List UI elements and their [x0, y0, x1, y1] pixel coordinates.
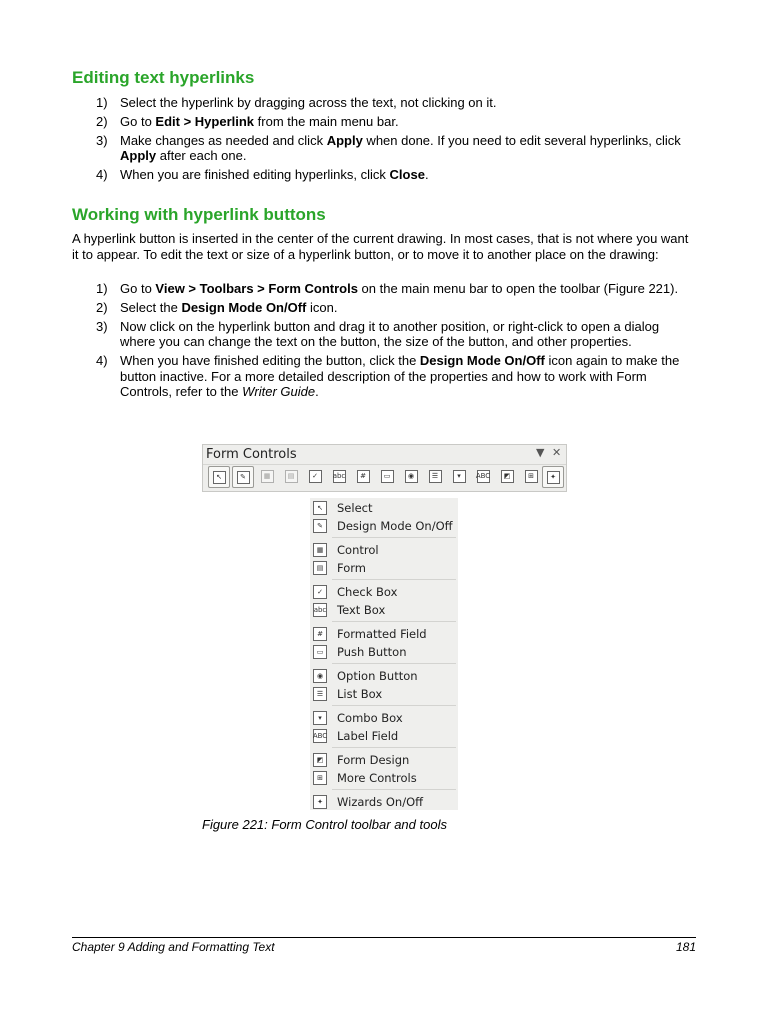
step-item [72, 281, 696, 297]
form-controls-toolbar [202, 444, 567, 492]
step-item [72, 95, 696, 111]
list-box-toolbar-button[interactable] [426, 467, 444, 485]
steps-list-buttons [72, 281, 696, 403]
label-field-icon: ABC [477, 470, 490, 483]
form-design-icon: ◩ [313, 753, 327, 767]
select-icon: ↖ [213, 471, 226, 484]
bold-term: Design Mode On/Off [181, 299, 307, 315]
check-box-icon: ✓ [309, 470, 322, 483]
menu-item-label: Formatted Field [337, 627, 427, 641]
design-mode-icon: ✎ [237, 471, 250, 484]
menu-item-control[interactable] [310, 541, 458, 559]
footer-page-number: 181 [675, 940, 696, 954]
formatted-field-icon: # [313, 627, 327, 641]
form-design-icon: ◩ [501, 470, 514, 483]
menu-item-form-design[interactable] [310, 751, 458, 769]
more-controls-icon: ⊞ [525, 470, 538, 483]
step-text: when done. If you need to edit several hyperlinks, click [362, 132, 681, 148]
menu-item-label: Push Button [337, 645, 407, 659]
menu-item-label: Design Mode On/Off [337, 519, 453, 533]
form-design-toolbar-button[interactable] [498, 467, 516, 485]
menu-item-label: List Box [337, 687, 383, 701]
menu-item-push-button[interactable] [310, 643, 458, 661]
steps-list-editing [72, 95, 696, 186]
combo-box-icon: ▾ [453, 470, 466, 483]
check-box-icon: ✓ [313, 585, 327, 599]
wizards-icon: ✦ [547, 471, 560, 484]
menu-separator [332, 789, 456, 790]
menu-item-design-mode[interactable] [310, 517, 458, 535]
bold-term: Apply [120, 148, 157, 164]
more-controls-icon: ⊞ [313, 771, 327, 785]
combo-box-icon: ▾ [313, 711, 327, 725]
form-icon: ▤ [313, 561, 327, 575]
menu-item-label: Control [337, 543, 379, 557]
step-item [72, 114, 696, 130]
step-text: on the main menu bar to open the toolbar (Figure 221). [357, 281, 679, 296]
step-number: 1) [96, 95, 108, 110]
form-icon: ▤ [285, 470, 298, 483]
more-controls-toolbar-button[interactable] [522, 467, 540, 485]
footer-chapter: Chapter 9 Adding and Formatting Text [72, 940, 275, 954]
wizards-icon: ✦ [313, 795, 327, 809]
step-number: 4) [96, 166, 108, 182]
menu-item-formatted-field[interactable] [310, 625, 458, 643]
toolbar-close-icon[interactable]: ✕ [552, 446, 562, 459]
label-field-toolbar-button[interactable] [474, 467, 492, 485]
step-text: Select the hyperlink by dragging across the text, not clicking on it. [120, 95, 497, 110]
control-toolbar-button[interactable] [258, 467, 276, 485]
menu-separator [332, 663, 456, 664]
step-text: Now click on the hyperlink button and drag it to another position, or right-click to open a dialog where you can change the text on the button, the size of the button, and other properties. [120, 318, 660, 350]
step-text: Select the [120, 299, 182, 315]
menu-item-label: Check Box [337, 585, 398, 599]
step-number: 4) [96, 352, 108, 368]
bold-term: Apply [326, 132, 363, 148]
push-button-icon: ▭ [313, 645, 327, 659]
menu-item-label: More Controls [337, 771, 417, 785]
option-button-toolbar-button[interactable] [402, 467, 420, 485]
step-text: after each one. [156, 148, 247, 164]
menu-item-list-box[interactable] [310, 685, 458, 703]
form-toolbar-button[interactable] [282, 467, 300, 485]
menu-item-more-controls[interactable] [310, 769, 458, 787]
section-heading-editing-hyperlinks: Editing text hyperlinks [72, 68, 255, 87]
option-button-icon: ◉ [313, 669, 327, 683]
design-mode-icon: ✎ [313, 519, 327, 533]
step-text: When you have finished editing the button, click the [120, 352, 420, 368]
menu-item-form[interactable] [310, 559, 458, 577]
menu-item-label: Text Box [337, 603, 386, 617]
step-item [72, 319, 696, 350]
menu-item-combo-box[interactable] [310, 709, 458, 727]
toolbar-title: Form Controls [206, 447, 297, 462]
bold-term: Edit > Hyperlink [155, 113, 255, 129]
step-item [72, 133, 696, 164]
step-text: Make changes as needed and click [120, 132, 327, 148]
figure-caption: Figure 221: Form Control toolbar and tools [202, 817, 447, 832]
label-field-icon: ABC [313, 729, 327, 743]
step-number: 2) [96, 299, 108, 315]
menu-separator [332, 747, 456, 748]
menu-separator [332, 579, 456, 580]
menu-item-label: Form Design [337, 753, 410, 767]
text-box-toolbar-button[interactable] [330, 467, 348, 485]
text-box-icon: abc [313, 603, 327, 617]
step-number: 2) [96, 113, 108, 129]
section-heading-hyperlink-buttons: Working with hyperlink buttons [72, 205, 326, 224]
menu-item-text-box[interactable] [310, 601, 458, 619]
menu-item-select[interactable] [310, 499, 458, 517]
menu-separator [332, 705, 456, 706]
intro-paragraph: A hyperlink button is inserted in the center of the current drawing. In most cases, that is not where you want it to appear. To edit the text or size of a hyperlink button, or to move it to another place on the drawing: [72, 231, 689, 262]
formatted-field-toolbar-button[interactable] [354, 467, 372, 485]
step-item [72, 353, 696, 400]
push-button-toolbar-button[interactable] [378, 467, 396, 485]
select-toolbar-button[interactable] [208, 466, 230, 488]
control-icon: ▦ [313, 543, 327, 557]
menu-item-wizards[interactable] [310, 793, 458, 811]
menu-item-label: Wizards On/Off [337, 795, 424, 809]
step-item [72, 167, 696, 183]
text-box-icon: abc [333, 470, 346, 483]
step-item [72, 300, 696, 316]
menu-item-check-box[interactable] [310, 583, 458, 601]
formatted-field-icon: # [357, 470, 370, 483]
menu-item-label: Form [337, 561, 366, 575]
form-controls-menu [310, 498, 458, 810]
footer-rule [72, 937, 696, 938]
bold-term: View > Toolbars > Form Controls [155, 281, 358, 296]
list-box-icon: ☰ [313, 687, 327, 701]
check-box-toolbar-button[interactable] [306, 467, 324, 485]
option-button-icon: ◉ [405, 470, 418, 483]
push-button-icon: ▭ [381, 470, 394, 483]
toolbar-buttons [206, 465, 563, 491]
list-box-icon: ☰ [429, 470, 442, 483]
step-text: from the main menu bar. [254, 113, 399, 129]
menu-item-option-button[interactable] [310, 667, 458, 685]
menu-item-label: Option Button [337, 669, 418, 683]
step-number: 3) [96, 132, 108, 148]
step-text: . [315, 384, 319, 400]
step-text: icon again to make the button inactive. For a more detailed description of the properties and how to work with Form Controls, refer to the [120, 352, 680, 400]
menu-separator [332, 537, 456, 538]
menu-item-label: Label Field [337, 729, 399, 743]
bold-term: Close [389, 166, 425, 182]
step-number: 3) [96, 318, 108, 334]
menu-item-label: Combo Box [337, 711, 403, 725]
italic-term: Writer Guide [242, 384, 316, 400]
bold-term: Design Mode On/Off [419, 352, 545, 368]
combo-box-toolbar-button[interactable] [450, 467, 468, 485]
toolbar-menu-arrow-icon[interactable]: ▼ [536, 446, 545, 459]
control-icon: ▦ [261, 470, 274, 483]
step-number: 1) [96, 281, 108, 296]
step-text: When you are finished editing hyperlinks, click [120, 166, 390, 182]
menu-separator [332, 621, 456, 622]
menu-item-label-field[interactable] [310, 727, 458, 745]
step-text: icon. [306, 299, 338, 315]
wizards-toolbar-button[interactable] [542, 466, 564, 488]
menu-item-label: Select [337, 501, 373, 515]
select-icon: ↖ [313, 501, 327, 515]
step-text: . [424, 166, 429, 182]
design-mode-toolbar-button[interactable] [232, 466, 254, 488]
step-text: Go to [120, 113, 156, 129]
step-text: Go to [120, 281, 156, 296]
